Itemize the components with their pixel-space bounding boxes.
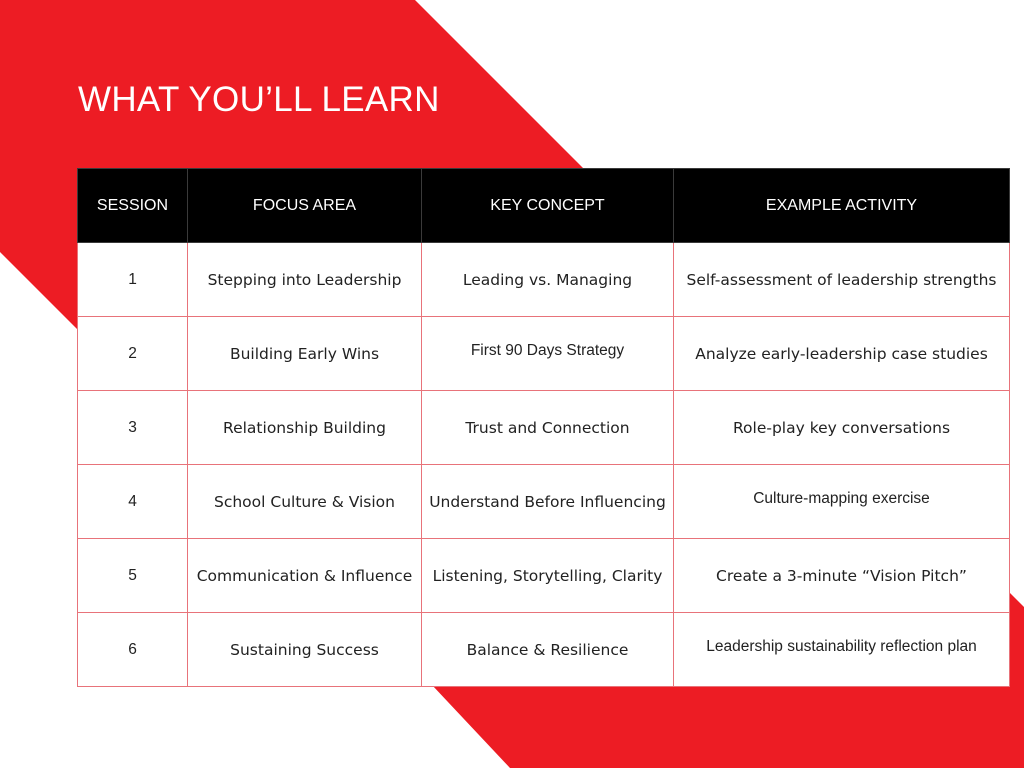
session-number: 2 xyxy=(78,317,188,391)
header-focus-area: FOCUS AREA xyxy=(188,169,422,243)
session-number: 5 xyxy=(78,539,188,613)
table-row xyxy=(78,243,1010,317)
example-activity-cell: Self-assessment of leadership strengths xyxy=(674,243,1010,317)
table-row xyxy=(78,613,1010,687)
header-key-concept: KEY CONCEPT xyxy=(422,169,674,243)
header-example-activity: EXAMPLE ACTIVITY xyxy=(674,169,1010,243)
focus-area-cell: Relationship Building xyxy=(188,391,422,465)
table-row xyxy=(78,317,1010,391)
key-concept-cell: First 90 Days Strategy xyxy=(422,317,674,391)
session-table xyxy=(77,168,1010,687)
session-number: 3 xyxy=(78,391,188,465)
example-activity-cell: Leadership sustainability reflection plan xyxy=(674,613,1010,687)
table-row xyxy=(78,391,1010,465)
focus-area-cell: Building Early Wins xyxy=(188,317,422,391)
table-header-row xyxy=(78,169,1010,243)
session-number: 1 xyxy=(78,243,188,317)
focus-area-cell: School Culture & Vision xyxy=(188,465,422,539)
page-title: WHAT YOU’LL LEARN xyxy=(78,80,440,119)
example-activity-cell: Analyze early-leadership case studies xyxy=(674,317,1010,391)
key-concept-cell: Listening, Storytelling, Clarity xyxy=(422,539,674,613)
example-activity-cell: Culture-mapping exercise xyxy=(674,465,1010,539)
session-number: 4 xyxy=(78,465,188,539)
focus-area-cell: Sustaining Success xyxy=(188,613,422,687)
key-concept-cell: Understand Before Influencing xyxy=(422,465,674,539)
key-concept-cell: Balance & Resilience xyxy=(422,613,674,687)
key-concept-cell: Trust and Connection xyxy=(422,391,674,465)
key-concept-cell: Leading vs. Managing xyxy=(422,243,674,317)
table-row xyxy=(78,465,1010,539)
example-activity-cell: Create a 3-minute “Vision Pitch” xyxy=(674,539,1010,613)
header-session: SESSION xyxy=(78,169,188,243)
focus-area-cell: Communication & Influence xyxy=(188,539,422,613)
focus-area-cell: Stepping into Leadership xyxy=(188,243,422,317)
example-activity-cell: Role-play key conversations xyxy=(674,391,1010,465)
session-number: 6 xyxy=(78,613,188,687)
table-row xyxy=(78,539,1010,613)
